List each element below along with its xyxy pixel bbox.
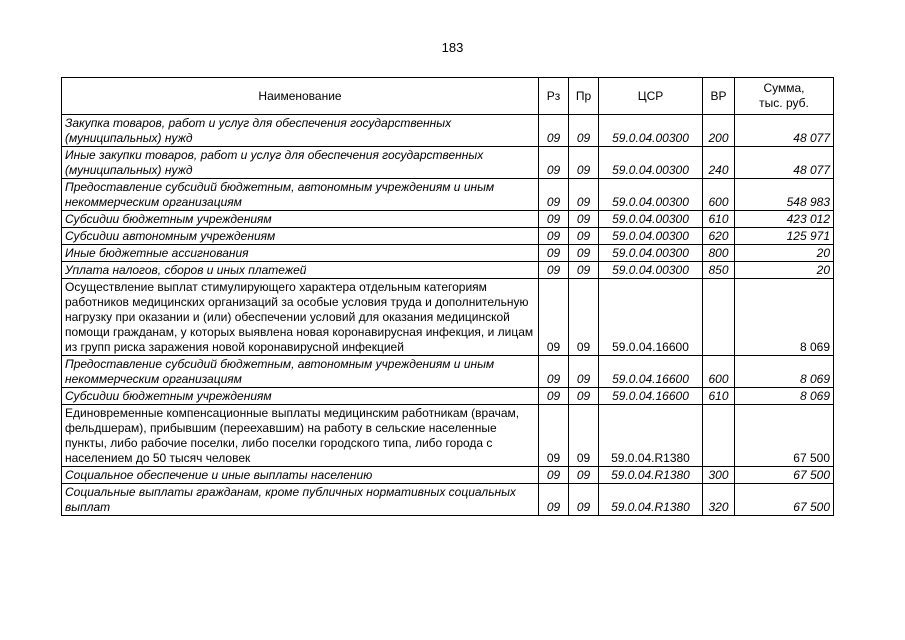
header-sum-line1: Сумма, (763, 81, 805, 95)
table-body (62, 115, 834, 516)
header-rz: Рз (539, 78, 569, 115)
page-number: 183 (441, 40, 464, 55)
row-pr: 09 (569, 147, 599, 179)
row-vr: 600 (703, 179, 735, 211)
row-pr: 09 (569, 467, 599, 484)
row-rz: 09 (539, 228, 569, 245)
row-rz: 09 (539, 147, 569, 179)
header-vr: ВР (703, 78, 735, 115)
budget-table (61, 77, 834, 516)
row-vr: 800 (703, 245, 735, 262)
row-name: Предоставление субсидий бюджетным, автономным учреждениям и иным некоммерческим организациям (62, 356, 539, 388)
row-sum: 48 077 (735, 115, 834, 147)
row-pr: 09 (569, 228, 599, 245)
row-vr: 200 (703, 115, 735, 147)
row-name: Уплата налогов, сборов и иных платежей (62, 262, 539, 279)
row-csr: 59.0.04.R1380 (599, 405, 703, 467)
row-rz: 09 (539, 405, 569, 467)
row-name: Осуществление выплат стимулирующего характера отдельным категориям работников медицинских организаций за особые условия труда и дополнительную нагрузку при оказании и (или) обеспечении условий для оказания медицинской помощи гражданам, у которых выявлена новая коронавирусная инфекция, и лицам из групп риска заражения новой коронавирусной инфекцией (62, 279, 539, 356)
row-vr: 320 (703, 484, 735, 516)
row-csr: 59.0.04.00300 (599, 147, 703, 179)
row-sum: 48 077 (735, 147, 834, 179)
table-row (62, 262, 834, 279)
row-csr: 59.0.04.16600 (599, 356, 703, 388)
row-pr: 09 (569, 245, 599, 262)
row-pr: 09 (569, 115, 599, 147)
row-name: Закупка товаров, работ и услуг для обеспечения государственных (муниципальных) нужд (62, 115, 539, 147)
row-rz: 09 (539, 211, 569, 228)
row-name: Единовременные компенсационные выплаты медицинским работникам (врачам, фельдшерам), прибывшим (переехавшим) на работу в сельские населенные пункты, либо рабочие поселки, либо поселки городского типа, либо города с населением до 50 тысяч человек (62, 405, 539, 467)
row-pr: 09 (569, 356, 599, 388)
row-sum: 423 012 (735, 211, 834, 228)
row-sum: 67 500 (735, 484, 834, 516)
row-name: Субсидии бюджетным учреждениям (62, 211, 539, 228)
table-row (62, 388, 834, 405)
table-row (62, 356, 834, 388)
row-csr: 59.0.04.00300 (599, 245, 703, 262)
row-vr (703, 279, 735, 356)
row-name: Социальное обеспечение и иные выплаты населению (62, 467, 539, 484)
row-vr: 610 (703, 388, 735, 405)
row-pr: 09 (569, 484, 599, 516)
table-header-row (62, 78, 834, 115)
row-name: Субсидии автономным учреждениям (62, 228, 539, 245)
table-row (62, 147, 834, 179)
table-row (62, 228, 834, 245)
row-sum: 8 069 (735, 279, 834, 356)
row-sum: 548 983 (735, 179, 834, 211)
row-vr: 300 (703, 467, 735, 484)
row-sum: 67 500 (735, 405, 834, 467)
table-row (62, 245, 834, 262)
row-sum: 67 500 (735, 467, 834, 484)
row-sum: 8 069 (735, 356, 834, 388)
row-csr: 59.0.04.16600 (599, 279, 703, 356)
row-vr: 850 (703, 262, 735, 279)
row-name: Иные бюджетные ассигнования (62, 245, 539, 262)
header-pr: Пр (569, 78, 599, 115)
row-sum: 20 (735, 262, 834, 279)
row-csr: 59.0.04.00300 (599, 115, 703, 147)
row-pr: 09 (569, 388, 599, 405)
row-csr: 59.0.04.16600 (599, 388, 703, 405)
row-csr: 59.0.04.00300 (599, 211, 703, 228)
row-pr: 09 (569, 279, 599, 356)
header-sum (735, 78, 834, 115)
row-pr: 09 (569, 405, 599, 467)
row-csr: 59.0.04.00300 (599, 262, 703, 279)
row-rz: 09 (539, 484, 569, 516)
row-name: Предоставление субсидий бюджетным, автономным учреждениям и иным некоммерческим организациям (62, 179, 539, 211)
row-sum: 125 971 (735, 228, 834, 245)
row-pr: 09 (569, 262, 599, 279)
row-rz: 09 (539, 388, 569, 405)
row-csr: 59.0.04.00300 (599, 228, 703, 245)
header-name: Наименование (62, 78, 539, 115)
row-name: Иные закупки товаров, работ и услуг для обеспечения государственных (муниципальных) нужд (62, 147, 539, 179)
table-row (62, 484, 834, 516)
row-rz: 09 (539, 356, 569, 388)
header-sum-line2: тыс. руб. (759, 96, 809, 110)
table-row (62, 279, 834, 356)
row-csr: 59.0.04.R1380 (599, 484, 703, 516)
row-rz: 09 (539, 279, 569, 356)
table-row (62, 467, 834, 484)
table-row (62, 179, 834, 211)
row-rz: 09 (539, 467, 569, 484)
table-row (62, 211, 834, 228)
row-vr (703, 405, 735, 467)
table-row (62, 115, 834, 147)
row-sum: 8 069 (735, 388, 834, 405)
row-csr: 59.0.04.R1380 (599, 467, 703, 484)
row-csr: 59.0.04.00300 (599, 179, 703, 211)
row-pr: 09 (569, 211, 599, 228)
row-rz: 09 (539, 245, 569, 262)
row-rz: 09 (539, 115, 569, 147)
table-row (62, 405, 834, 467)
row-vr: 600 (703, 356, 735, 388)
row-vr: 240 (703, 147, 735, 179)
header-csr: ЦСР (599, 78, 703, 115)
row-vr: 620 (703, 228, 735, 245)
row-rz: 09 (539, 262, 569, 279)
row-sum: 20 (735, 245, 834, 262)
row-pr: 09 (569, 179, 599, 211)
row-vr: 610 (703, 211, 735, 228)
row-rz: 09 (539, 179, 569, 211)
row-name: Субсидии бюджетным учреждениям (62, 388, 539, 405)
row-name: Социальные выплаты гражданам, кроме публичных нормативных социальных выплат (62, 484, 539, 516)
